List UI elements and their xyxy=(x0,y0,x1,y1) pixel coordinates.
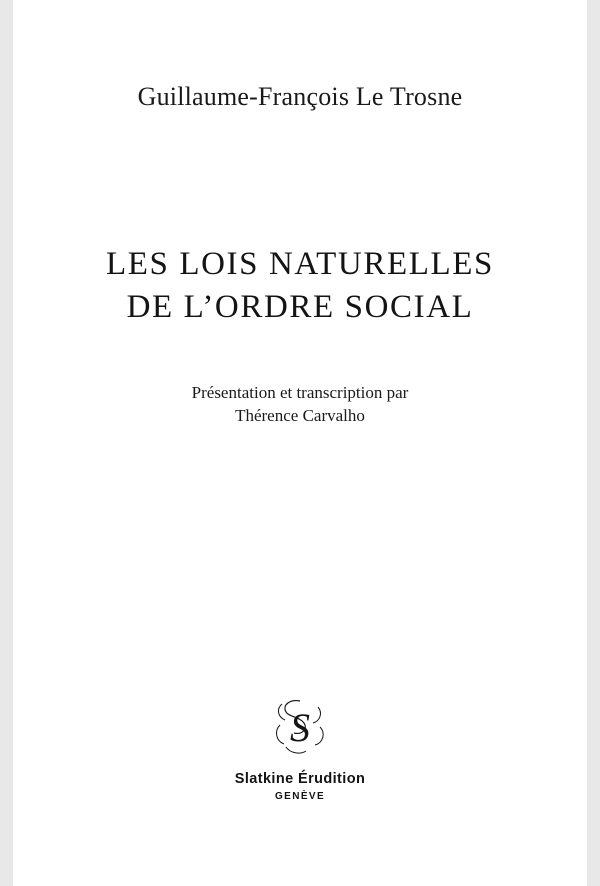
author-name: Guillaume-François Le Trosne xyxy=(137,82,463,111)
svg-text:S: S xyxy=(290,705,310,750)
title-line-1: LES LOIS NATURELLES xyxy=(106,246,494,282)
publisher-name: Slatkine Érudition xyxy=(234,771,366,787)
book-title xyxy=(13,243,587,329)
title-line-2: DE L’ORDRE SOCIAL xyxy=(126,289,474,325)
slatkine-s-monogram-icon xyxy=(260,695,340,765)
subtitle-line-2: Thérence Carvalho xyxy=(235,406,365,425)
book-subtitle xyxy=(13,381,587,427)
publisher-block xyxy=(13,695,587,802)
subtitle-line-1: Présentation et transcription par xyxy=(191,383,409,402)
book-cover-page xyxy=(13,0,587,886)
publisher-city: GENÈVE xyxy=(274,791,326,802)
